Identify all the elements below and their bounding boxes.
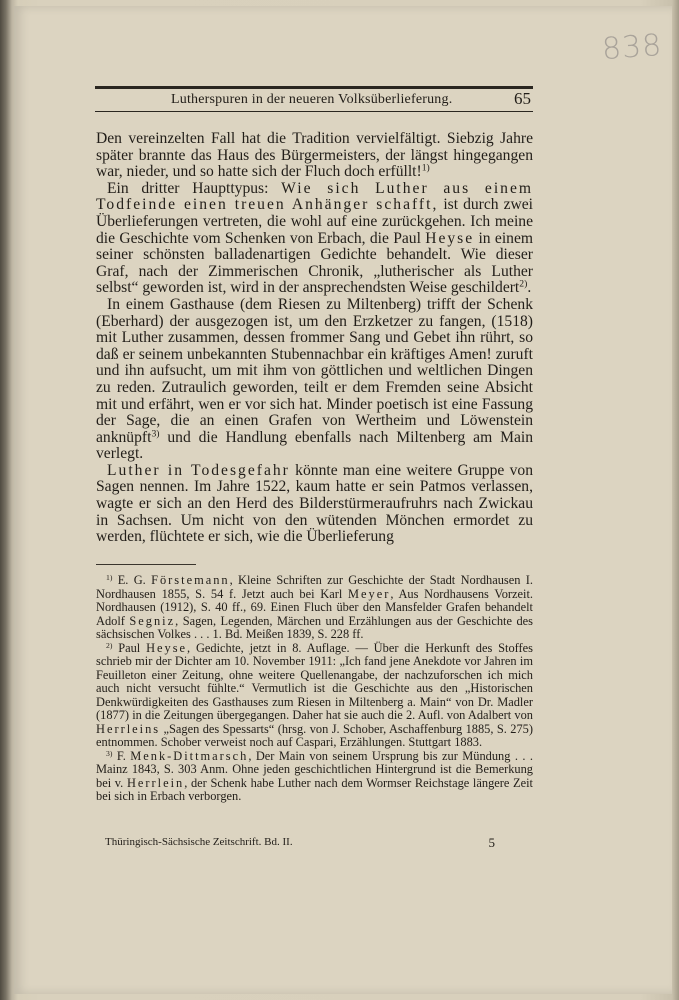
text-run: , Sagen, Legenden, Märchen und Erzählungen aus der Geschichte des sächsischen Volkes . . . 1. Bd. Meißen 1839, S. 228 ff. [96, 613, 533, 641]
spaced-name: Herrlein [126, 775, 185, 790]
spaced-name: Wie sich Luther aus einem Todfeinde einen treuen Anhänger schafft, [96, 179, 533, 214]
paragraph [96, 297, 533, 463]
text-run: , Der Main von seinem Ursprung bis zur Mündung . . . Mainz 1843, S. 303 Anm. Ohne jeden geschichtlichen Hintergrund ist die Bemerkung bei v. [96, 748, 533, 790]
footnote [96, 574, 533, 642]
page-number: 65 [514, 89, 531, 108]
text-run: . [527, 279, 532, 297]
text-run: In einem Gasthause (dem Riesen zu Miltenberg) trifft der Schenk (Eberhard) der ausgezogen ist, um den Erzketzer zu fangen, (1518) mit Luther zusammen, dessen frommer Sang und Gebet ihn rührt, so daß er seinem unbekannten Stubennachbar ein kräftiges Amen! zuruft und ihn aufsucht, um mit ihm von göttlichen und weltlichen Dingen zu reden. Zutraulich geworden, teilt er dem Fremden seine Absicht mit und erfährt, wen er vor sich hat. Minder poetisch ist eine Fassung der Sage, die an einen Grafen von Wertheim und Löwenstein anknüpft [96, 295, 533, 446]
text-run: in einem seiner schönsten balladenartigen Gedichte behandelt. Wie dieser Graf, nach der Zimmerischen Chronik, „lutherischer als Luther selbst“ geworden ist, wird in der ansprechendsten Weise geschildert [96, 229, 533, 297]
text-run: F. [112, 748, 131, 763]
running-title: Lutherspuren in der neueren Volksüberlieferung. [171, 92, 453, 107]
spaced-name: Herrleins [96, 721, 161, 736]
spaced-name: Meyer [348, 586, 391, 601]
footnote-marker: 2) [519, 279, 528, 291]
paragraph [96, 131, 533, 181]
text-run: Paul [112, 640, 147, 655]
footnote-divider [96, 564, 196, 565]
footnote [96, 750, 533, 804]
text-run: , Aus Nordhausens Vorzeit. Nordhausen (1912), S. 40 ff., 69. Einen Fluch über den Mansfelder Grafen behandelt Adolf [96, 586, 533, 628]
text-run: E. G. [112, 573, 152, 587]
text-run: Ein dritter Haupttypus: [107, 179, 282, 197]
footnote-marker: 3) [106, 748, 113, 758]
paragraph [96, 181, 533, 297]
text-run: Den vereinzelten Fall hat die Tradition vervielfältigt. Siebzig Jahre später brannte das Haus des Bürgermeisters, der längst hingegangen war, nieder, und so hatte sich der Fluch doch erfüllt! [96, 130, 533, 181]
spaced-name: Segniz [129, 613, 176, 628]
running-header [95, 86, 533, 112]
text-run: könnte man eine weitere Gruppe von Sagen nennen. Im Jahre 1522, kaum hatte er sein Patmos verlassen, wagte er sich an den Herd des Bilderstürmeraufruhrs nach Zwickau in Sachsen. Um nicht von den wütenden Mönchen ermordet zu werden, flüchtete er sich, wie die Überlieferung [96, 461, 533, 546]
text-run: , Kleine Schriften zur Geschichte der Stadt Nordhausen I. Nordhausen 1855, S. 54 f. Jetzt auch bei Karl [96, 573, 533, 601]
journal-line: Thüringisch-Sächsische Zeitschrift. Bd. II. [105, 836, 293, 848]
spaced-name: Menk-Dittmarsch [130, 748, 249, 763]
text-run: „Sagen des Spessarts“ (hrsg. von J. Schober, Aschaffenburg 1885, S. 275) entnommen. Schober verweist noch auf Caspari, Erzählungen. Stuttgart 1883. [96, 721, 533, 749]
footnote [96, 642, 533, 750]
paragraph [96, 463, 533, 546]
text-run: , Gedichte, jetzt in 8. Auflage. — Über die Herkunft des Stoffes schrieb mir der Dichter am 10. November 1911: „Ich fand jene Anekdote vor Jahren im Feuilleton einer Zeitung, ohne weitere Quellenangabe, der nachzuforschen ich mich auch nicht versucht fühlte.“ Vermutlich ist die Geschichte aus den „Historischen Denkwürdigkeiten des Gasthauses zum Riesen in Miltenberg a. Main“ von Dr. Madler (1877) in die Zeitungen übergegangen. Daher hat sie auch die 2. Aufl. von Adalbert von [96, 640, 533, 722]
text-run: ist durch zwei Überlieferungen vertreten, die wohl auf eine zurückgehen. Ich meine die Geschichte vom Schenken von Erbach, die Paul [96, 196, 534, 247]
page-footer [105, 836, 495, 848]
spaced-name: Förstemann [151, 573, 230, 587]
text-run: und die Handlung ebenfalls nach Miltenberg am Main verlegt. [96, 428, 533, 463]
spaced-name: Heyse [425, 229, 475, 247]
footnote-marker: 3) [151, 428, 160, 440]
footnote-marker: 1) [421, 162, 430, 174]
text-run: , der Schenk habe Luther nach dem Wormser Reichstage längere Zeit bei sich in Erbach verborgen. [96, 775, 534, 803]
spaced-name: Luther in Todesgefahr [107, 461, 290, 479]
footnote-marker: 2) [106, 640, 113, 650]
spaced-name: Heyse [146, 640, 188, 655]
pencil-note: 838 [600, 27, 664, 68]
footnotes [96, 574, 533, 804]
footnote-marker: 1) [106, 572, 113, 582]
signature-mark: 5 [488, 835, 495, 850]
main-text [96, 131, 533, 546]
